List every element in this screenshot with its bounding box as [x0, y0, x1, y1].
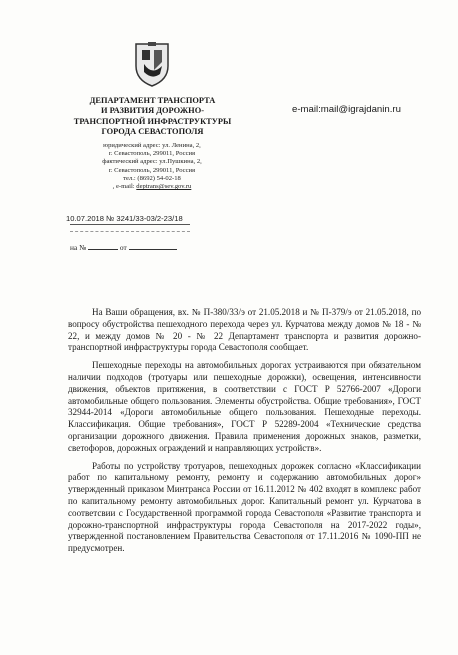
ot-label: от [119, 243, 127, 252]
department-email-link[interactable]: deptrans@sev.gov.ru [136, 183, 192, 191]
letter-body [68, 307, 421, 561]
department-line: ДЕПАРТАМЕНТ ТРАНСПОРТА [89, 96, 216, 105]
reference-date-blank [129, 243, 177, 250]
address-line: юридический адрес: ул. Ленина, 2, [103, 142, 201, 149]
stamp-underline [70, 224, 190, 232]
address-line: фактический адрес: ул.Пушкина, 2, [102, 158, 202, 166]
reference-line [70, 243, 177, 252]
email-line [76, 183, 228, 191]
registration-stamp: 10.07.2018 № 3241/33-03/2-23/18 [66, 214, 183, 223]
address-line: тел.: (8692) 54-02-18 [123, 174, 181, 182]
body-paragraph: Пешеходные переходы на автомобильных дорогах устраиваются при обязательном наличии подходов (тротуары или пешеходные дорожки), освещения, интенсивности движения, объектов притяжения, в соответствии с ГОСТ Р 52766-2007 «Дороги автомобильные общего пользования. Элементы обустройства. Общие требования», ГОСТ 32944-2014 «Дороги автомобильные общего пользования. Пешеходные переходы. Классификация. Общие требования», ГОСТ Р 52289-2004 «Технические средства организации дорожного движения. Правила применения дорожных знаков, разметки, светофоров, дорожных ограждений и направляющих устройств». [68, 360, 421, 453]
reference-number-blank [88, 243, 118, 250]
department-line: И РАЗВИТИЯ ДОРОЖНО- [101, 106, 204, 116]
body-paragraph: Работы по устройству тротуаров, пешеходных дорожек согласно «Классификации работ по капитальному ремонту, ремонту и содержанию автомобильных дорог» утвержденный приказом Минтранса России от 16.11.2012 № 402 входят в комплекс работ по капитальному ремонту автомобильных дорог. Капитальный ремонт ул. Курчатова в соответсвии с Государственной программой города Севастополя «Развитие транспорта и дорожно-транспортной инфраструктуры города Севастополя на 2017-2022 годы», утвержденной постановлением Правительства Севастополя от 17.11.2016 № 1090-ПП не предусмотрен. [68, 460, 421, 554]
recipient-email: e-mail:mail@igrajdanin.ru [292, 104, 401, 115]
coat-of-arms-icon [132, 40, 172, 88]
na-label: на № [70, 243, 87, 252]
department-line: ГОРОДА СЕВАСТОПОЛЯ [101, 127, 204, 137]
address-line: г. Севастополь, 299011, Россия [108, 150, 196, 158]
body-paragraph: На Ваши обращения, вх. № П-380/33/э от 21.05.2018 и № П-379/э от 21.05.2018, по вопросу обустройства пешеходного перехода через ул. Курчатова между домов № 18 - № 22, и между домов № 20 - № 22 Департамент транспорта и развития дорожно-транспортной инфраструктуры города Севастополя сообщает. [68, 307, 421, 353]
department-address [76, 142, 228, 191]
department-name [70, 96, 235, 138]
email-prefix: , e-mail: [112, 183, 137, 191]
department-line: ТРАНСПОРТНОЙ ИНФРАСТРУКТУРЫ [73, 116, 232, 126]
address-line: г. Севастополь, 299011, Россия [108, 166, 196, 174]
